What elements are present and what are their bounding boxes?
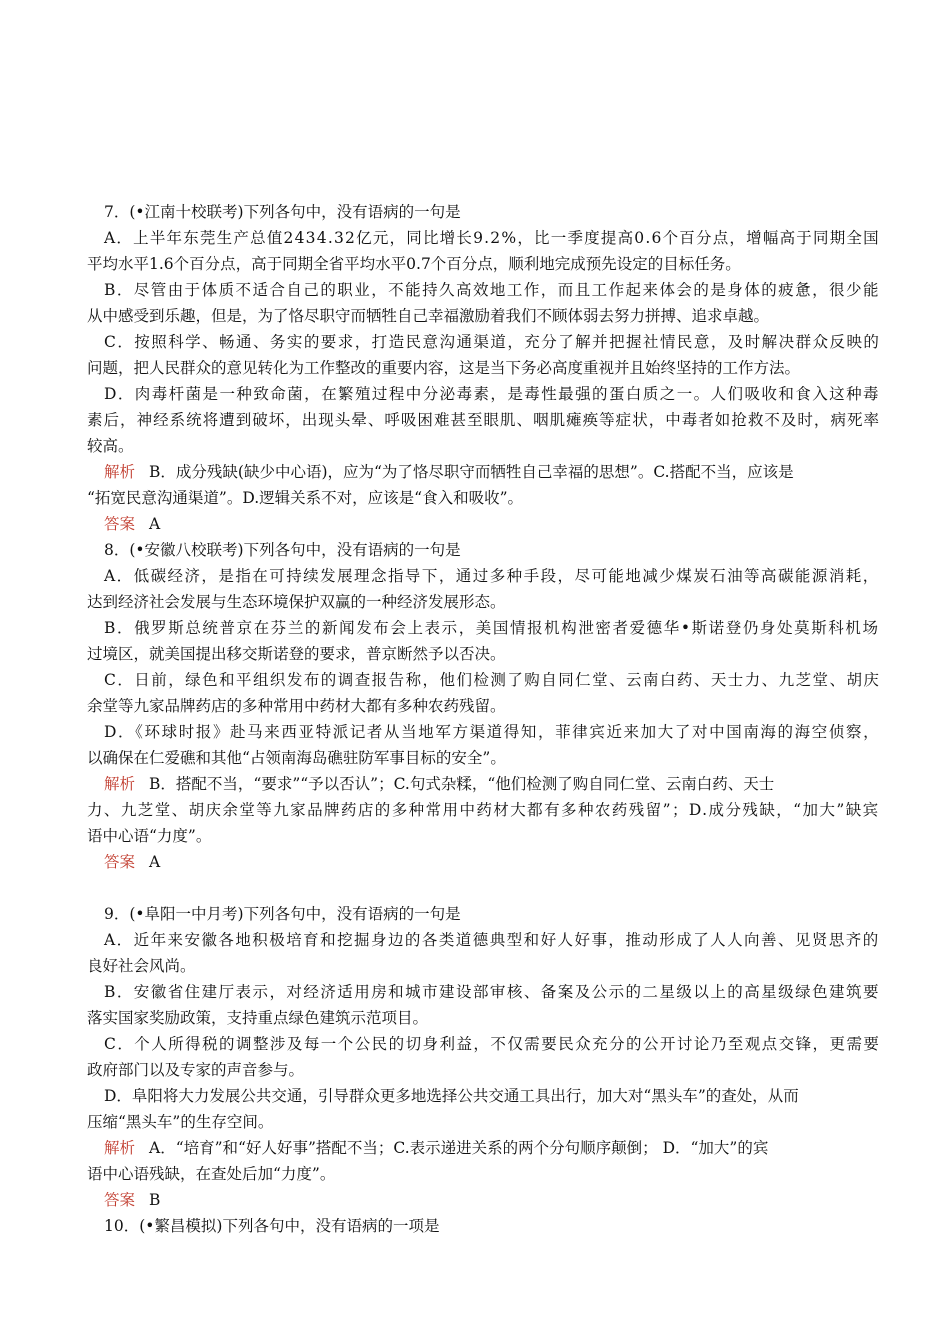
q9-option-c-line1: C．个人所得税的调整涉及每一个公民的切身利益，不仅需要民众充分的公开讨论乃至观点交锋，更需要 [104, 1035, 881, 1053]
q7-option-c-line2: 问题，把人民群众的意见转化为工作整改的重要内容，这是当下务必高度重视并且始终坚持的工作方法。 [87, 359, 801, 377]
q7-option-c-line1: C．按照科学、畅通、务实的要求，打造民意沟通渠道，充分了解并把握社情民意，及时解决群众反映的 [104, 333, 881, 351]
answer-label: 答案 [104, 853, 136, 871]
q10-stem: 10．(•繁昌模拟)下列各句中，没有语病的一项是 [104, 1217, 440, 1235]
q9-option-d-line2: 压缩“黑头车”的生存空间。 [87, 1113, 274, 1131]
q7-answer: 答案 A [104, 515, 161, 533]
analysis-label: 解析 [104, 463, 136, 481]
q8-option-b-line2: 过境区，就美国提出移交斯诺登的要求，普京断然予以否决。 [87, 645, 506, 663]
q7-analysis-line1: 解析 B．成分残缺(缺少中心语)，应为“为了恪尽职守而牺牲自己幸福的思想”。C.搭配不当，应该是 [104, 463, 794, 481]
q8-answer: 答案 A [104, 853, 161, 871]
q9-option-d-line1: D．阜阳将大力发展公共交通，引导群众更多地选择公共交通工具出行，加大对“黑头车”的查处，从而 [104, 1087, 799, 1105]
analysis-label: 解析 [104, 1139, 136, 1157]
q8-option-c-line1: C．日前，绿色和平组织发布的调查报告称，他们检测了购自同仁堂、云南白药、天士力、九芝堂、胡庆 [104, 671, 881, 689]
q9-option-a-line1: A．近年来安徽各地积极培育和挖掘身边的各类道德典型和好人好事，推动形成了人人向善、见贤思齐的 [104, 931, 880, 949]
q7-option-a-line1: A．上半年东莞生产总值2434.32亿元，同比增长9.2%，比一季度提高0.6个百分点，增幅高于同期全国 [104, 229, 880, 247]
q8-option-d-line2: 以确保在仁爱礁和其他“占领南海岛礁驻防军事目标的安全”。 [87, 749, 506, 767]
q8-option-c-line2: 余堂等九家品牌药店的多种常用中药材大都有多种农药残留。 [87, 697, 506, 715]
q7-option-a-line2: 平均水平1.6个百分点，高于同期全省平均水平0.7个百分点，顺利地完成预先设定的目标任务。 [87, 255, 741, 273]
q7-option-d-line2: 素后，神经系统将遭到破坏，出现头晕、呼吸困难甚至眼肌、咽肌瘫痪等症状，中毒者如抢救不及时，病死率 [87, 411, 881, 429]
q9-stem: 9．(•阜阳一中月考)下列各句中，没有语病的一句是 [104, 905, 461, 923]
q9-option-b-line1: B．安徽省住建厅表示，对经济适用房和城市建设部审核、备案及公示的二星级以上的高星级绿色建筑要 [104, 983, 880, 1001]
q9-option-b-line2: 落实国家奖励政策，支持重点绿色建筑示范项目。 [87, 1009, 429, 1027]
q7-analysis-line2: “拓宽民意沟通渠道”。D.逻辑关系不对，应该是“食入和吸收”。 [87, 489, 523, 507]
q9-analysis-line1: 解析 A．“培育”和“好人好事”搭配不当；C.表示递进关系的两个分句顺序颠倒； D．“加大”的宾 [104, 1139, 769, 1157]
q7-option-d-line1: D．肉毒杆菌是一种致命菌，在繁殖过程中分泌毒素，是毒性最强的蛋白质之一。人们吸收和食入这种毒 [104, 385, 880, 403]
q9-analysis-line2: 语中心语残缺，在查处后加“力度”。 [87, 1165, 336, 1183]
q8-option-d-line1: D．《环球时报》赴马来西亚特派记者从当地军方渠道得知，菲律宾近来加大了对中国南海的海空侦察， [104, 723, 881, 741]
q8-option-b-line1: B．俄罗斯总统普京在芬兰的新闻发布会上表示，美国情报机构泄密者爱德华•斯诺登仍身处莫斯科机场 [104, 619, 880, 637]
q9-option-a-line2: 良好社会风尚。 [87, 957, 196, 975]
q8-option-a-line1: A．低碳经济，是指在可持续发展理念指导下，通过多种手段，尽可能地减少煤炭石油等高碳能源消耗， [104, 567, 880, 585]
q8-option-a-line2: 达到经济社会发展与生态环境保护双赢的一种经济发展形态。 [87, 593, 506, 611]
answer-label: 答案 [104, 515, 136, 533]
q7-stem: 7．(•江南十校联考)下列各句中，没有语病的一句是 [104, 203, 461, 221]
q9-answer: 答案 B [104, 1191, 161, 1209]
answer-label: 答案 [104, 1191, 136, 1209]
q7-option-b-line2: 从中感受到乐趣，但是，为了恪尽职守而牺牲自己幸福激励着我们不顾体弱去努力拼搏、追求卓越。 [87, 307, 770, 325]
q7-option-b-line1: B．尽管由于体质不适合自己的职业，不能持久高效地工作，而且工作起来体会的是身体的疲惫，很少能 [104, 281, 880, 299]
q8-analysis-line3: 语中心语“力度”。 [87, 827, 212, 845]
q8-stem: 8．(•安徽八校联考)下列各句中，没有语病的一句是 [104, 541, 461, 559]
q8-analysis-line2: 力、九芝堂、胡庆余堂等九家品牌药店的多种常用中药材大都有多种农药残留”；D.成分残缺，“加大”缺宾 [87, 801, 880, 819]
analysis-label: 解析 [104, 775, 136, 793]
q8-analysis-line1: 解析 B．搭配不当，“要求”“予以否认”；C.句式杂糅，“他们检测了购自同仁堂、云南白药、天士 [104, 775, 775, 793]
q9-option-c-line2: 政府部门以及专家的声音参与。 [87, 1061, 305, 1079]
q7-option-d-line3: 较高。 [87, 437, 134, 455]
